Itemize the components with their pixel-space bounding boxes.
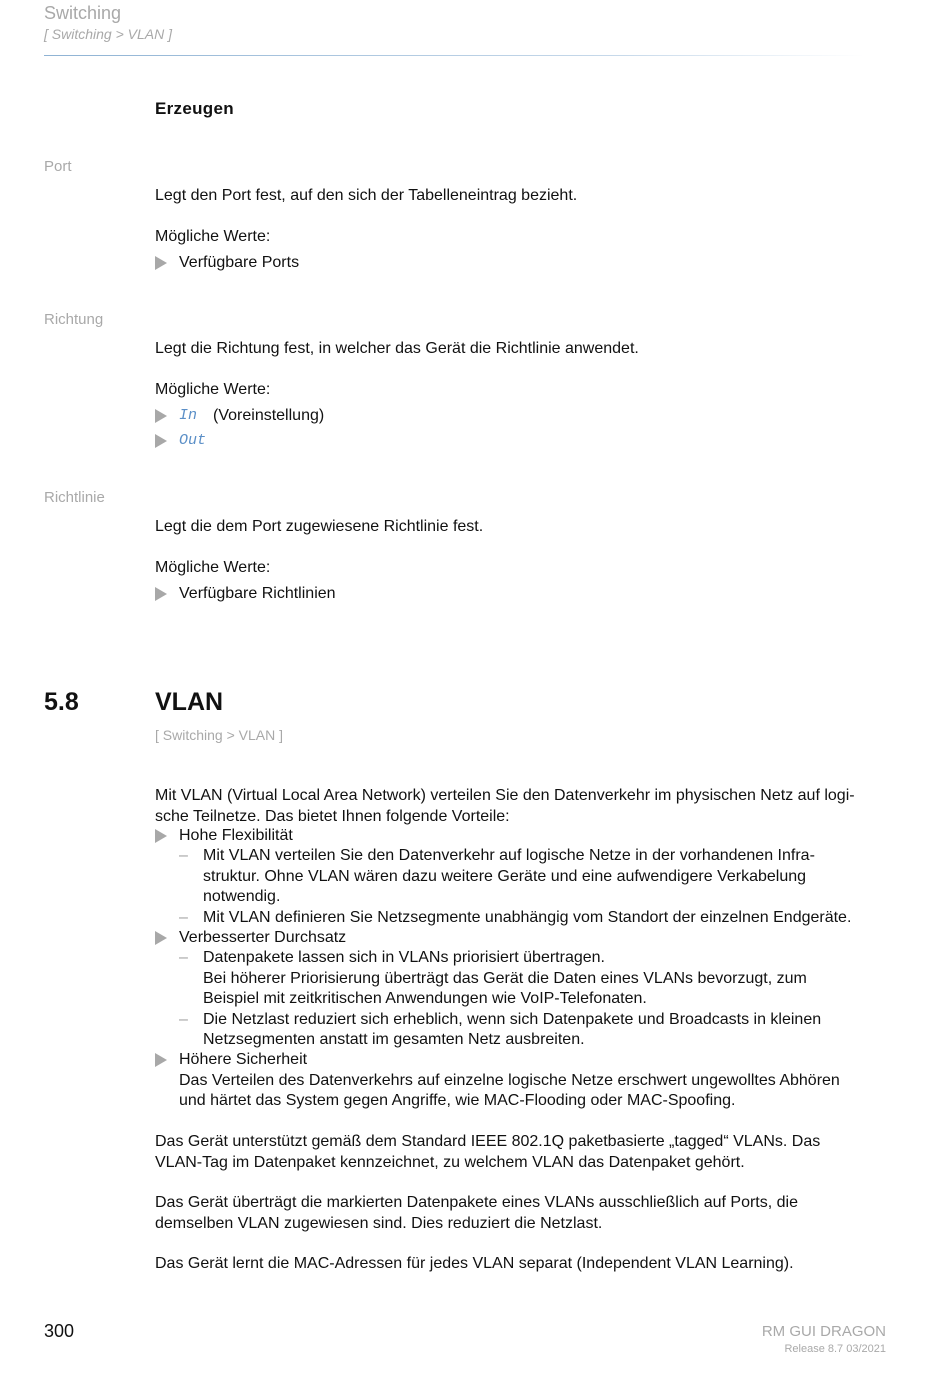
value-item-in [155, 406, 324, 426]
list-item-title: Höhere Sicherheit [179, 1051, 308, 1069]
triangle-bullet-icon [155, 434, 167, 448]
dash-bullet-icon: – [179, 949, 188, 967]
section-number: 5.8 [44, 688, 79, 716]
advantages-list [155, 826, 895, 1112]
header-divider [44, 55, 864, 56]
value-note: (Voreinstellung) [213, 407, 325, 424]
text-line: Netzsegmenten anstatt im gesamten Netz ausbreiten. [203, 1031, 585, 1049]
list-item-title: Verbesserter Durchsatz [179, 929, 347, 947]
values-label-port: Mögliche Werte: [155, 228, 271, 245]
sub-list-item [179, 948, 895, 1009]
field-description-richtung: Legt die Richtung fest, in welcher das Gerät die Richtlinie anwendet. [155, 340, 639, 357]
text-line: Datenpakete lassen sich in VLANs priorisiert übertragen. [203, 949, 605, 967]
text-line: sche Teilnetze. Das bietet Ihnen folgende Vorteile: [155, 807, 510, 825]
text-line: Das Gerät lernt die MAC-Adressen für jedes VLAN separat (Independent VLAN Learning). [155, 1255, 794, 1272]
value-text: Verfügbare Ports [179, 254, 300, 271]
release-info: Release 8.7 03/2021 [784, 1343, 886, 1355]
field-description-port: Legt den Port fest, auf den sich der Tabelleneintrag bezieht. [155, 187, 578, 204]
paragraph-ivl [155, 1254, 895, 1275]
text-line: struktur. Ohne VLAN wären dazu weitere Geräte und eine aufwendigere Verkabelung [203, 867, 807, 885]
value-code: Out [179, 432, 207, 449]
text-line: Die Netzlast reduziert sich erheblich, wenn sich Datenpakete und Broadcasts in kleinen [203, 1010, 822, 1028]
dash-bullet-icon: – [179, 1010, 188, 1028]
triangle-bullet-icon [155, 409, 167, 423]
value-text: Verfügbare Richtlinien [179, 585, 336, 602]
section-title: VLAN [155, 688, 224, 716]
triangle-bullet-icon [155, 1053, 167, 1067]
value-item-out [155, 431, 206, 451]
text-line: Das Gerät unterstützt gemäß dem Standard IEEE 802.1Q paketbasierte „tagged“ VLANs. Das [155, 1133, 821, 1150]
field-label-richtung: Richtung [44, 311, 104, 328]
text-line: und härtet das System gegen Angriffe, wie MAC-Flooding oder MAC-Spoofing. [179, 1092, 736, 1110]
text-line: Beispiel mit zeitkritischen Anwendungen wie VoIP-Telefonaten. [203, 990, 647, 1008]
field-label-richtlinie: Richtlinie [44, 489, 105, 506]
text-line: notwendig. [203, 888, 281, 906]
sub-list-item [179, 846, 895, 907]
text-line: Mit VLAN definieren Sie Netzsegmente unabhängig vom Standort der einzelnen Endgeräte. [203, 908, 852, 926]
text-line: Das Gerät überträgt die markierten Datenpakete eines VLANs ausschließlich auf Ports, die [155, 1194, 798, 1211]
triangle-bullet-icon [155, 587, 167, 601]
document-name: RM GUI DRAGON [761, 1323, 886, 1340]
paragraph-tagged-vlans [155, 1132, 895, 1173]
subsection-title: Erzeugen [155, 99, 234, 118]
header-title: Switching [44, 3, 122, 23]
value-item-richtlinie [155, 584, 336, 604]
dash-bullet-icon: – [179, 847, 188, 865]
triangle-bullet-icon [155, 931, 167, 945]
list-item [155, 826, 895, 846]
triangle-bullet-icon [155, 256, 167, 270]
list-item [155, 1050, 895, 1111]
dash-bullet-icon: – [179, 908, 188, 926]
section-path: [ Switching > VLAN ] [155, 727, 284, 743]
intro-paragraph [155, 786, 895, 827]
text-line: VLAN-Tag im Datenpaket kennzeichnet, zu welchem VLAN das Datenpaket gehört. [155, 1153, 745, 1171]
field-description-richtlinie: Legt die dem Port zugewiesene Richtlinie fest. [155, 518, 484, 535]
page-number: 300 [44, 1321, 75, 1341]
list-item [155, 928, 895, 948]
triangle-bullet-icon [155, 829, 167, 843]
value-item-port [155, 253, 299, 273]
header-path: [ Switching > VLAN ] [44, 26, 173, 42]
text-line: Das Verteilen des Datenverkehrs auf einzelne logische Netze erschwert ungewolltes Abhören [179, 1071, 840, 1089]
sub-list-item [179, 908, 895, 928]
values-label-richtung: Mögliche Werte: [155, 381, 271, 398]
paragraph-netzlast [155, 1193, 895, 1234]
sub-list-item [179, 1010, 895, 1051]
list-item-title: Hohe Flexibilität [179, 827, 293, 844]
field-label-port: Port [44, 158, 72, 175]
values-label-richtlinie: Mögliche Werte: [155, 559, 271, 576]
value-code: In [179, 407, 198, 424]
text-line: Bei höherer Priorisierung überträgt das Gerät die Daten eines VLANs bevorzugt, zum [203, 969, 807, 987]
text-line: Mit VLAN verteilen Sie den Datenverkehr auf logische Netze in der vorhandenen Infra- [203, 847, 815, 865]
text-line: demselben VLAN zugewiesen sind. Dies reduziert die Netzlast. [155, 1214, 603, 1232]
text-line: Mit VLAN (Virtual Local Area Network) verteilen Sie den Datenverkehr im physischen Netz auf logi- [155, 787, 855, 804]
